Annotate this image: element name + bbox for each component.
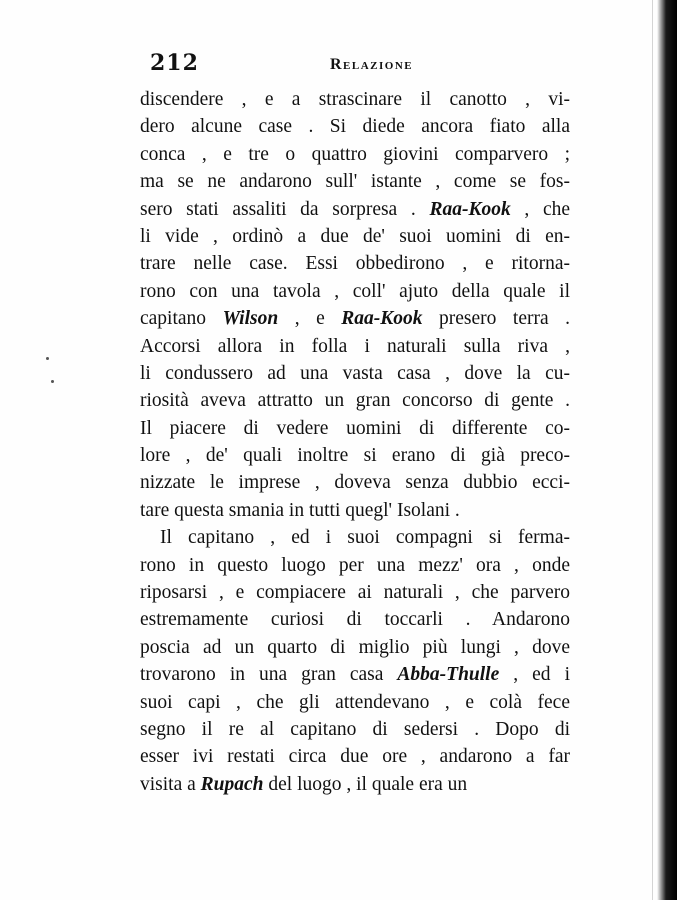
text-line: suoi capi , che gli attendevano , e colà fece xyxy=(140,691,570,713)
text-line: ma se ne andarono sull' istante , come se fos- xyxy=(140,171,570,193)
proper-name: Rupach xyxy=(200,773,264,795)
text-line: sero stati assaliti da sorpresa . Raa-Kook , che xyxy=(140,198,571,220)
text-line: capitano Wilson , e Raa-Kook presero terra . xyxy=(140,308,570,330)
proper-name: Raa-Kook xyxy=(341,308,423,330)
text-line: Accorsi allora in folla i naturali sulla riva , xyxy=(140,335,570,357)
text-line: estremamente curiosi di toccarli . Andarono xyxy=(140,609,570,631)
scan-edge-shadow xyxy=(657,0,677,900)
paragraph xyxy=(140,524,570,798)
text-line: nizzate le imprese , doveva senza dubbio ecci- xyxy=(140,472,570,494)
text-line: riosità aveva attratto un gran concorso di gente . xyxy=(140,390,570,412)
running-head: Relazione xyxy=(330,56,414,73)
text-line: trare nelle case. Essi obbedirono , e ritorna- xyxy=(140,253,570,275)
text-line: visita a Rupach del luogo , il quale era un xyxy=(140,773,468,795)
body-text xyxy=(140,86,570,798)
text-line: Il capitano , ed i suoi compagni si ferma- xyxy=(160,527,570,549)
text-line: esser ivi restati circa due ore , andarono a far xyxy=(140,746,570,768)
text-line: riposarsi , e compiacere ai naturali , che parvero xyxy=(140,582,570,604)
proper-name: Wilson xyxy=(222,308,279,330)
paragraph xyxy=(140,86,570,524)
text-line: rono in questo luogo per una mezz' ora , onde xyxy=(140,554,570,576)
text-line: li vide , ordinò a due de' suoi uomini di en- xyxy=(140,225,570,247)
page-number: 212 xyxy=(150,50,199,76)
text-line: rono con una tavola , coll' ajuto della quale il xyxy=(140,280,570,302)
proper-name: Abba-Thulle xyxy=(397,664,500,686)
text-line: conca , e tre o quattro giovini comparvero ; xyxy=(140,143,570,165)
text-line: poscia ad un quarto di miglio più lungi , dove xyxy=(140,636,570,658)
text-line: lore , de' quali inoltre si erano di già preco- xyxy=(140,445,570,467)
text-line: segno il re al capitano di sedersi . Dopo di xyxy=(140,718,570,740)
text-line: Il piacere di vedere uomini di differente co- xyxy=(140,417,570,439)
page-fold-line xyxy=(652,0,653,900)
proper-name: Raa-Kook xyxy=(429,198,511,220)
text-line: trovarono in una gran casa Abba-Thulle , ed i xyxy=(140,664,570,686)
text-line: tare questa smania in tutti quegl' Isolani . xyxy=(140,499,460,521)
text-line: discendere , e a strascinare il canotto , vi- xyxy=(140,89,570,110)
text-line: li condussero ad una vasta casa , dove la cu- xyxy=(140,362,570,384)
text-line: dero alcune case . Si diede ancora fiato alla xyxy=(140,116,570,138)
stray-ink-dot xyxy=(46,357,49,360)
stray-ink-dot xyxy=(51,380,54,383)
page-header xyxy=(150,50,590,78)
